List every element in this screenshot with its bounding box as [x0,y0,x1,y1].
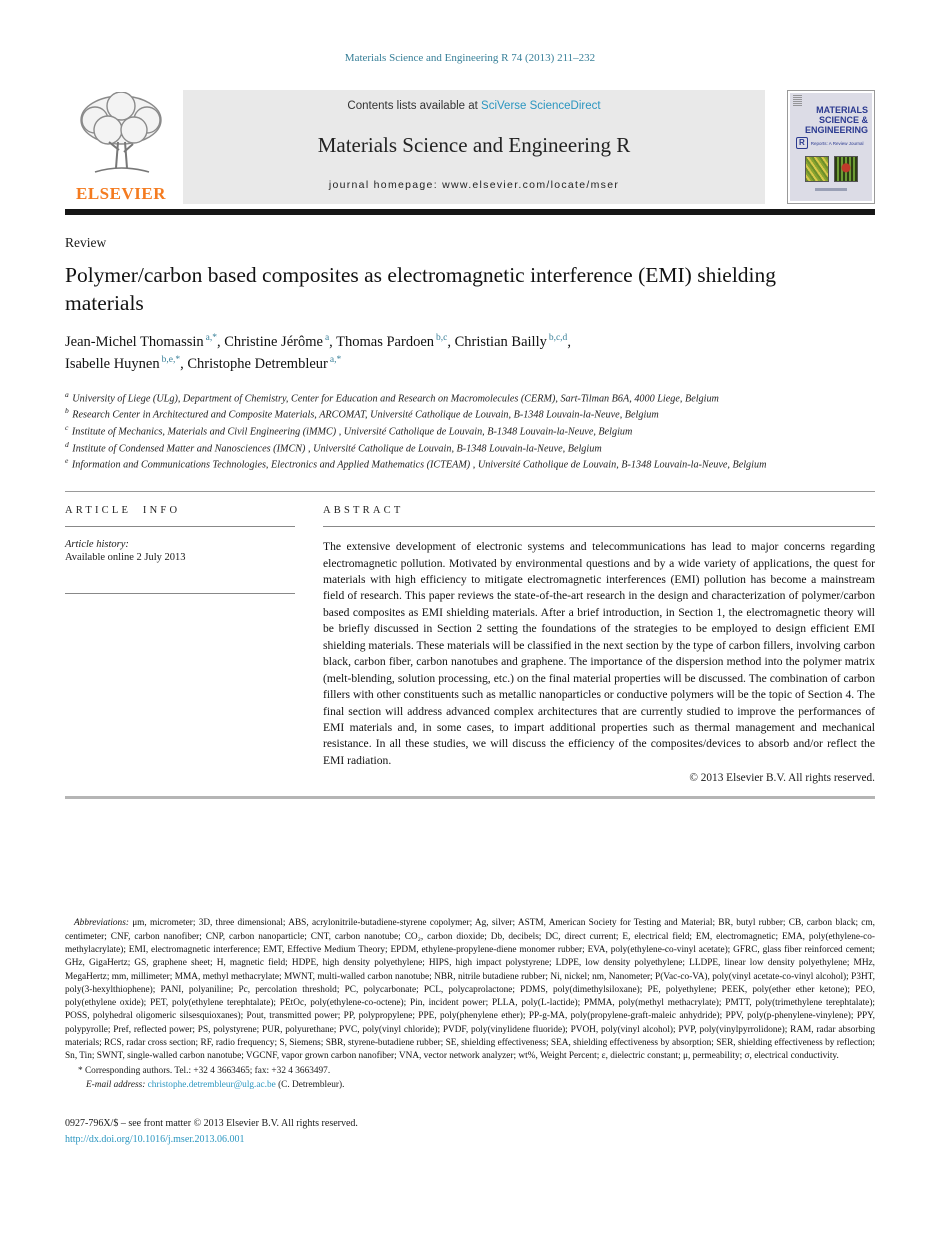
author-name: Christophe Detrembleur [187,356,328,373]
header-rule [65,209,875,215]
elsevier-logo [65,90,183,204]
cover-inner [790,93,872,201]
author-affiliation-sup: b,c [436,332,448,343]
journal-header [65,90,875,204]
cover-series-row [790,135,872,149]
affiliation: $^d$ Institute of Condensed Matter and Nanosciences (IMCN) , Université Catholique de Louvain, B-1348 Louvain-la-Neuve, Belgium [65,439,602,455]
author-name: Thomas Pardoen [336,333,435,350]
info-abstract-columns [65,505,875,784]
author-affiliation-sup: b,e,* [161,355,181,366]
affiliations [65,390,875,473]
abstract-rule [323,526,875,527]
cover-thumb-1 [805,156,829,182]
article-info-bottom-rule [65,593,295,594]
journal-title: Materials Science and Engineering R [317,133,631,157]
cover-masthead-line: ENGINEERING [804,125,868,136]
email-link[interactable]: christophe.detrembleur@ulg.ac.be [147,1079,276,1090]
affiliation: $^a$ University of Liege (ULg), Department of Chemistry, Center for Education and Research on Macromolecules (CERM), Sart-Tilman B6A, 4000 Liege, Belgium [65,389,719,405]
whitespace [65,799,875,917]
elsevier-wordmark: ELSEVIER [76,184,166,203]
author-name: Christine Jérôme [224,333,323,350]
abstract-text: The extensive development of electronic systems and telecommunications has lead to major concerns regarding electromagnetic pollution. Motivated by environmental questions and by a wide variety of applications, the quest for materials with high efficiency to mitigate electromagnetic interferences (EMI) pollution has become a mainstream field of research. This paper reviews the state-of-the-art research in the design and characterization of polymer/carbon based composites as EMI shielding materials. After a brief introduction, in Section 1, the electromagnetic theory will be briefly discussed in Section 2 setting the foundations of the strategies to be employed to design efficient EMI shielding materials. These materials will be classified in the next section by the type of carbon fillers, involving carbon black, carbon fiber, carbon nanotubes and graphene. The importance of the dispersion method into the polymer matrix (melt-blending, solution processing, etc.) on the final material properties will be discussed. The combination of carbon fillers with other constituents such as metallic nanoparticles or conductive polymers will be the topic of Section 4. The final section will address advanced complex architectures that are currently studied to improve the performances of EMI materials and, in some cases, to impart additional properties such as thermal management and mechanical resistance. In all these studies, we will discuss the efficiency of the composites/devices to absorb and/or reflect the EMI radiation. [323,540,875,767]
journal-homepage: journal homepage: www.elsevier.com/locate/mser [328,179,620,191]
author-affiliation-sup: a [324,332,330,343]
affiliation-sup: a [65,389,69,399]
affiliation: $^e$ Information and Communications Technologies, Electronics and Applied Mathematics (ICTEAM) , Université Catholique de Louvain, B-1348 Louvain-la-Neuve, Belgium [65,456,767,471]
journal-citation-link[interactable]: Materials Science and Engineering R 74 (2013) 211–232 [344,52,596,64]
author-affiliation-sup: b,c,d [548,332,568,343]
article-history-label: Article history: [65,539,129,551]
cover-masthead [790,105,872,135]
author-name: Jean-Michel Thomassin [65,333,204,350]
top-divider [65,491,875,492]
article-info-heading: ARTICLE INFO [65,505,181,517]
footer [65,1116,875,1147]
cover-figures [790,156,872,182]
cover-r-badge: R [796,137,808,149]
affiliation-sup: d [65,439,69,449]
issn-line: 0927-796X/$ – see front matter © 2013 Elsevier B.V. All rights reserved. [65,1118,358,1130]
abstract-panel [323,505,875,784]
contents-prefix: Contents lists available at [347,100,482,112]
cover-masthead-line: MATERIALS [816,105,868,115]
cover-barcode-icon [793,95,802,106]
abbreviations-text: μm, micrometer; 3D, three dimensional; ABS, acrylonitrile-butadiene-styrene copolymer; Ag, silver; ASTM, American Society for Testing and Material; BR, butyl rubber; CB, carbon black; cm, centimeter; CNF, carbon nanofiber; CNP, carbon nanoparticle; CNT, carbon nanotube; CO₂, carbon dioxide; Db, decibels; DC, direct current; E, electrical field; EM, electromagnetic; EMA, poly(ethylene-co- methylacrylate); EMI, electromagnetic interference; EMT, Effective Medium Theory; EPDM, ethylene-propylene-diene monomer rubber; EVA, poly(ethylene-co-vinyl acetate); GFRC, glass fiber reinforced cement; GHz, GigaHertz; GS, graphene sheet; H, magnetic field; HDPE, high density polyethylene; HIPS, high impact polystyrene; LDPE, low density polyethylene; LLDPE, linear low density polyethylene; MHz, MegaHertz; mm, millimeter; MMA, methyl methacrylate; MWNT, multi-walled carbon nanotube; NBR, nitrile butadiene rubber; Ni, nickel; nm, Nanometer; P(Vac-co-VA), poly(vinyl acetate-co-vinyl alcohol); P3HT, poly(3-hexylthiophene); PANI, polyaniline; Pc, percolation threshold; PC, polycarbonate; PCL, polycaprolactone; PDMS, poly(dimethylsiloxane); PE, polyethylene; PEEK, poly(ether ether ketone); PEO, poly(ethylene oxide); PET, poly(ethylene terephtalate); PEtOc, poly(ethylene-co-octene); Pin, incident power; PLLA, poly(L-lactide); PMMA, poly(methyl methacrylate); PMTT, poly(trimethylene terephtalate); POSS, polyhedral oligomeric silsesquioxanes); Pout, transmitted power; PP, polypropylene; PPE, poly(phenylene ether); PP-g-MA, poly(propylene-graft-maleic anhydride); PPV, poly(p-phenylene-vinylene); PPY, polypyrolle; Pref, reflected power; PS, polystyrene; PUR, polyurethane; PVC, poly(vinyl chloride); PVDF, poly(vinylidene fluoride); PVOH, poly(vinyl alcohol); PVP, poly(vinylpyrrolidone); RAM, radar absorbing materials; RCS, radar cross section; RF, radio frequency; S, Siemens; SBR, styrene-butadiene rubber; SE, shielding effectiveness; SEA, shielding effectiveness by absorption; SER, shielding effectiveness by reflection; Sn, Tin; SWNT, single-walled carbon nanotube; VGCNF, vapor grown carbon nanofiber; VNA, vector network analyzer; wt%, Weight Percent; ε, dielectric constant; μ, permeability; σ, electrical conductivity. [65,918,875,1062]
author-affiliation-sup: a,* [205,332,218,343]
cover-publisher-mark [790,188,872,191]
journal-cover-thumbnail [787,90,875,204]
affiliation: $^b$ Research Center in Architectured and Composite Materials, ARCOMAT, Université Catholique de Louvain, B-1348 Louvain-la-Neuve, Belgium [65,406,659,421]
copyright-line: © 2013 Elsevier B.V. All rights reserved. [689,772,875,785]
article-title: Polymer/carbon based composites as electromagnetic interference (EMI) shielding materials [65,263,777,316]
affiliation: $^c$ Institute of Mechanics, Materials and Civil Engineering (iMMC) , Université Catholique de Louvain, B-1348 Louvain-la-Neuve, Belgium [65,423,633,438]
article-type-label: Review [65,235,107,250]
author-affiliation-sup: a,* [329,355,342,366]
affiliation-sup: b [65,406,69,416]
authors-line: Jean-Michel Thomassin $^{a,*}$, Christine Jérôme $^a$, Thomas Pardoen $^{b,c}$, Christian Bailly $^{b,c,d}$, Isabelle Huynen $^{b,e,*}$, Christophe Detrembleur $^{a,*}$ [65,332,571,373]
corresponding-note: * Corresponding authors. Tel.: +32 4 3663465; fax: +32 4 3663497. [78,1066,331,1077]
email-label: E-mail address: [86,1079,146,1090]
affiliation-sup: c [65,423,69,433]
sciverse-sciencedirect-link[interactable]: SciVerse ScienceDirect [481,100,601,112]
abbreviations-label: Abbreviations: [74,918,129,929]
article-info-rule [65,526,295,527]
elsevier-tree-icon [71,92,171,178]
cover-masthead-line: SCIENCE & [818,115,868,126]
article-history-value: Available online 2 July 2013 [65,552,186,564]
contents-line [191,100,757,112]
doi-link[interactable]: http://dx.doi.org/10.1016/j.mser.2013.06.001 [65,1133,245,1145]
article-info-panel [65,505,295,784]
author-name: Christian Bailly [454,333,547,350]
cover-subtitle: Reports: A Review Journal [810,140,864,146]
journal-banner [183,90,765,204]
abbreviations-note [65,917,875,1063]
author-name: Isabelle Huynen [65,356,160,373]
affiliation-sup: e [65,456,69,466]
email-line [65,1079,875,1092]
abstract-heading: ABSTRACT [323,505,404,517]
cover-thumb-2 [834,156,858,182]
email-suffix: (C. Detrembleur). [278,1079,345,1090]
